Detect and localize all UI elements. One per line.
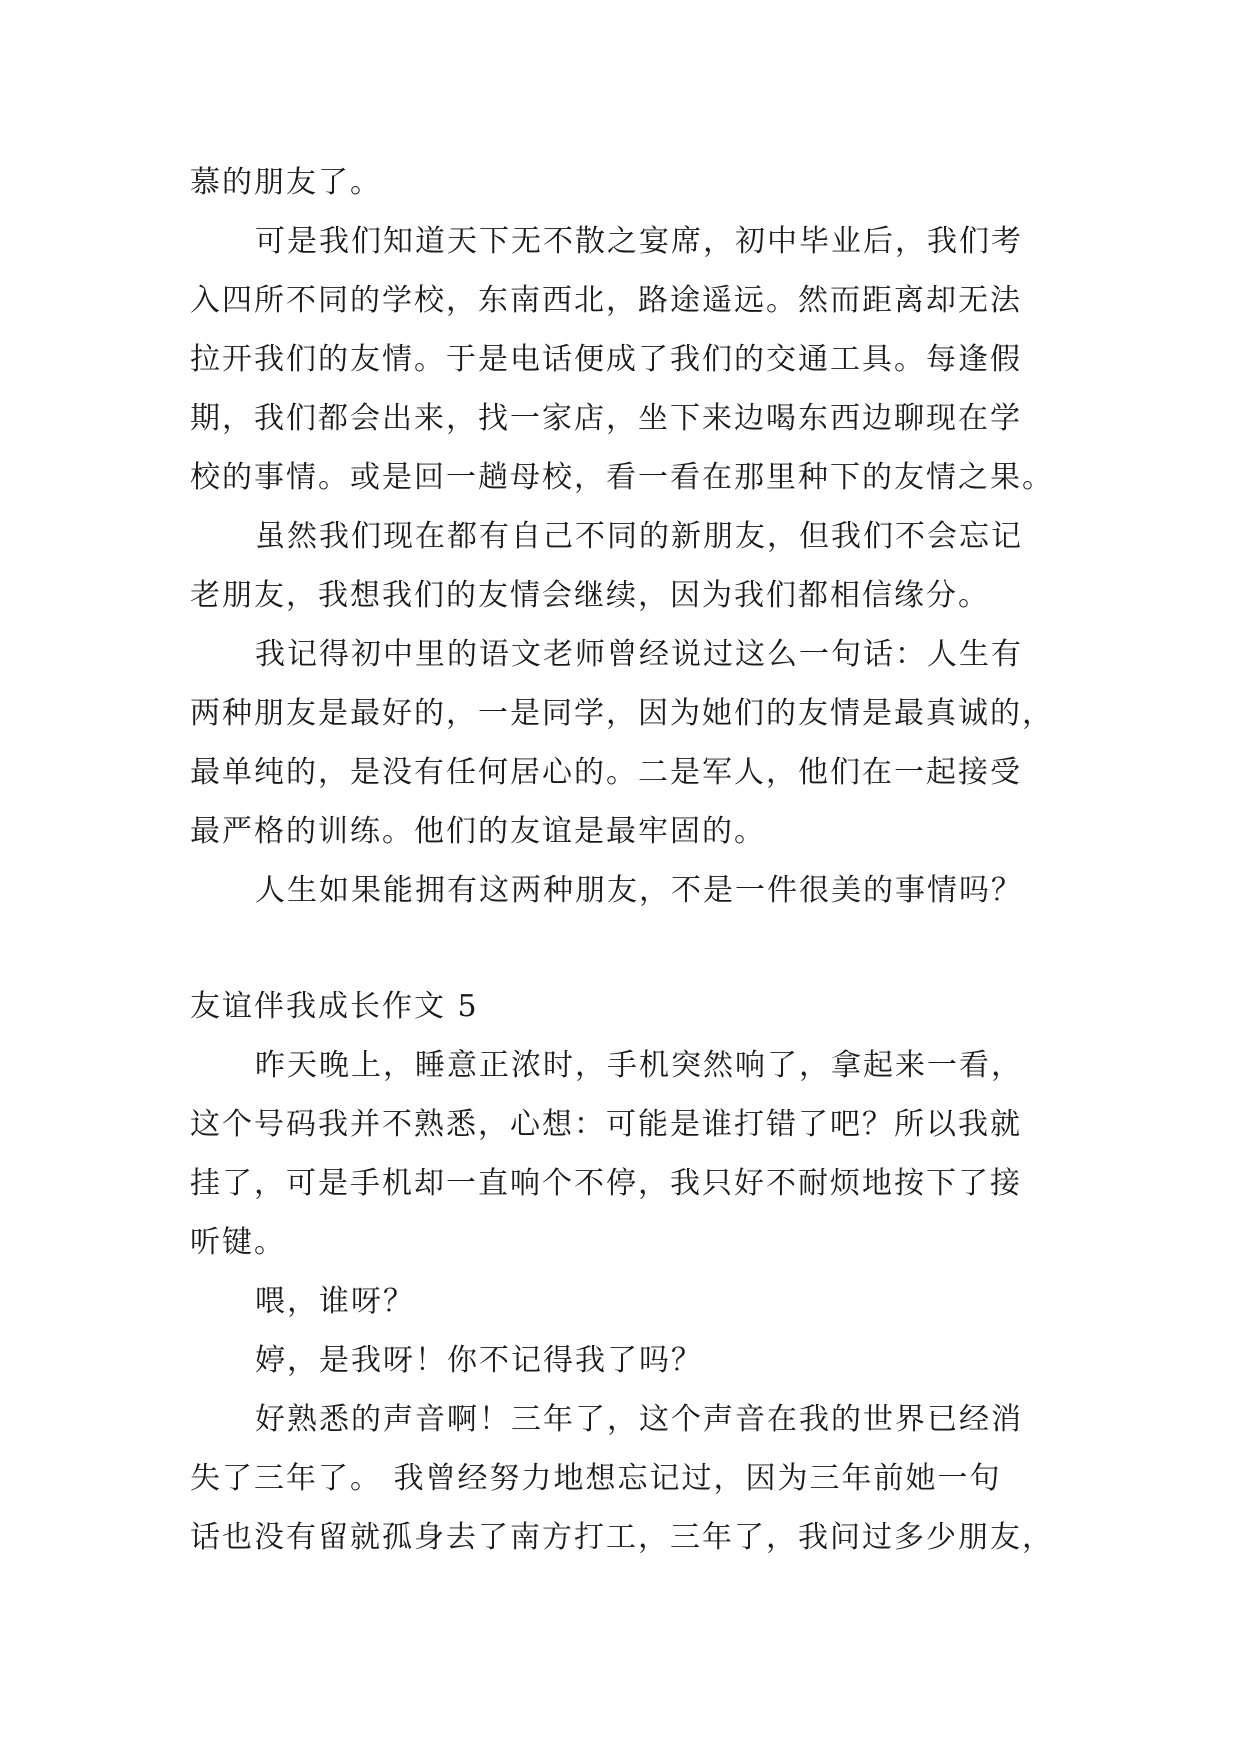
paragraph-start-line: 喂，谁呀？ xyxy=(255,1284,415,1319)
text-line: 校的事情。或是回一趟母校，看一看在那里种下的友情之果。 xyxy=(190,460,1054,495)
text-line: 挂了，可是手机却一直响个不停，我只好不耐烦地按下了接 xyxy=(190,1166,1022,1201)
text-line: 最严格的训练。他们的友谊是最牢固的。 xyxy=(190,814,766,849)
section-heading: 友谊伴我成长作文 5 xyxy=(190,989,479,1024)
text-line: 入四所不同的学校，东南西北，路途遥远。然而距离却无法 xyxy=(190,283,1022,318)
text-line: 话也没有留就孤身去了南方打工，三年了，我问过多少朋友， xyxy=(190,1520,1054,1555)
text-line: 期，我们都会出来，找一家店，坐下来边喝东西边聊现在学 xyxy=(190,401,1022,436)
text-line: 老朋友，我想我们的友情会继续，因为我们都相信缘分。 xyxy=(190,578,990,613)
text-line: 最单纯的，是没有任何居心的。二是军人，他们在一起接受 xyxy=(190,755,1022,790)
paragraph-start-line: 昨天晚上，睡意正浓时，手机突然响了，拿起来一看， xyxy=(255,1048,1023,1083)
text-line: 拉开我们的友情。于是电话便成了我们的交通工具。每逢假 xyxy=(190,342,1022,377)
paragraph-start-line: 可是我们知道天下无不散之宴席，初中毕业后，我们考 xyxy=(255,224,1023,259)
paragraph-start-line: 好熟悉的声音啊！三年了，这个声音在我的世界已经消 xyxy=(255,1402,1023,1437)
text-line: 失了三年了。 我曾经努力地想忘记过，因为三年前她一句 xyxy=(190,1461,1002,1496)
text-line: 慕的朋友了。 xyxy=(190,165,382,200)
text-line: 两种朋友是最好的，一是同学，因为她们的友情是最真诚的， xyxy=(190,696,1054,731)
paragraph-start-line: 人生如果能拥有这两种朋友，不是一件很美的事情吗？ xyxy=(255,873,1023,908)
text-line: 听键。 xyxy=(190,1225,286,1260)
paragraph-start-line: 我记得初中里的语文老师曾经说过这么一句话：人生有 xyxy=(255,637,1023,672)
paragraph-start-line: 虽然我们现在都有自己不同的新朋友，但我们不会忘记 xyxy=(255,519,1023,554)
text-line: 这个号码我并不熟悉，心想：可能是谁打错了吧？所以我就 xyxy=(190,1107,1022,1142)
paragraph-start-line: 婷，是我呀！你不记得我了吗？ xyxy=(255,1343,703,1378)
